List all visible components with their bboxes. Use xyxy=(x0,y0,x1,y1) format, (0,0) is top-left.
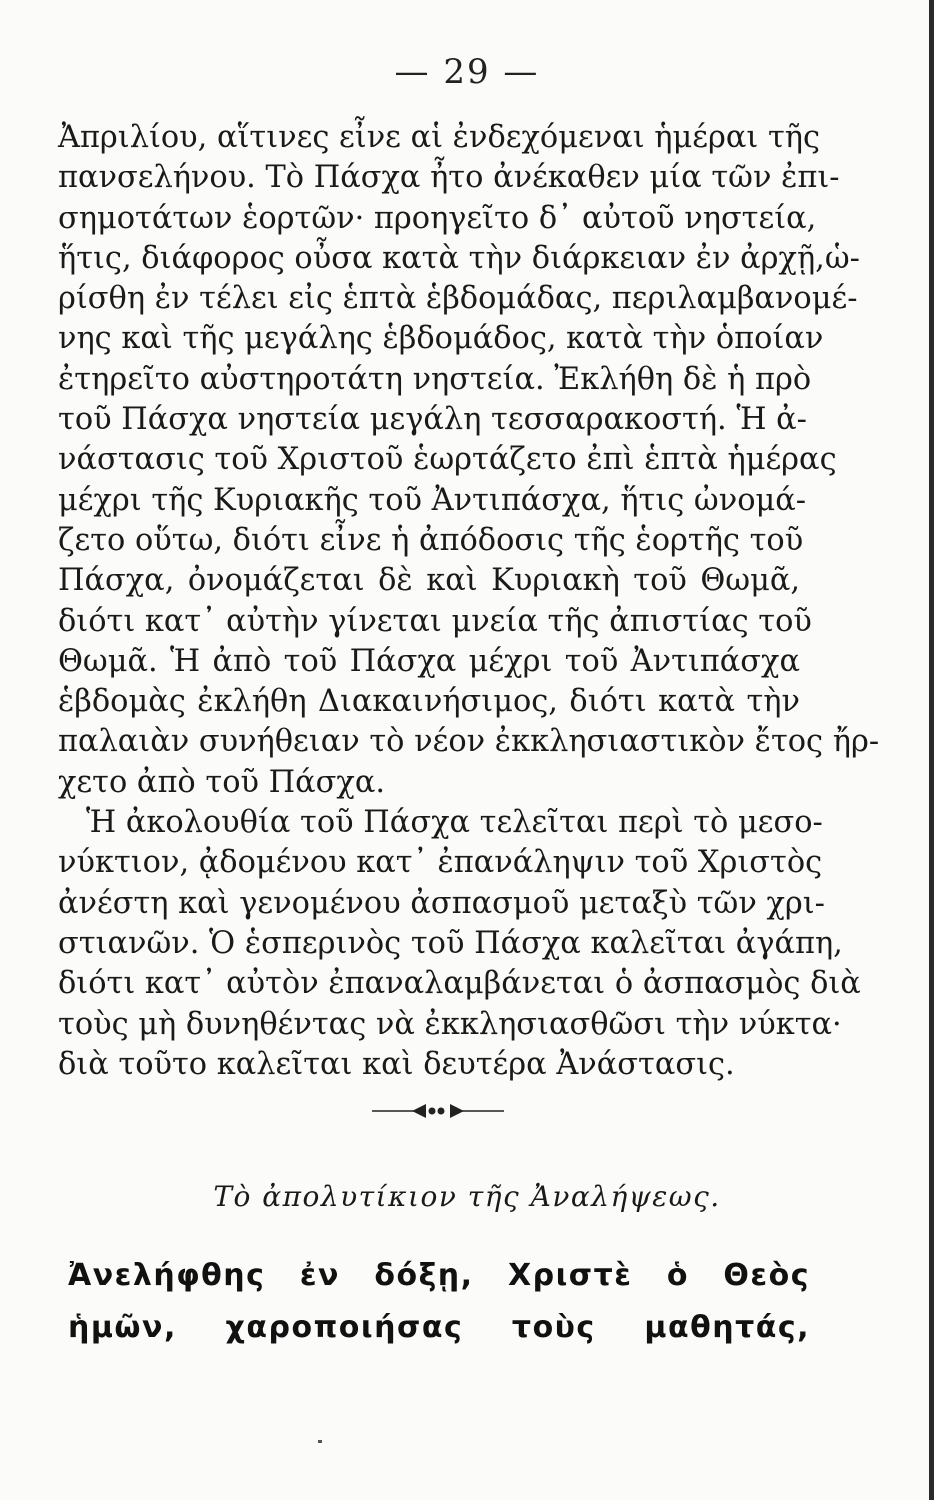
hymn-text xyxy=(68,1250,810,1354)
text-line: ρίσθη ἐν τέλει εἰς ἑπτὰ ἑβδομάδας, περιλαμβανομέ- xyxy=(58,281,858,317)
text-line: στιανῶν. Ὁ ἑσπερινὸς τοῦ Πάσχα καλεῖται ἀγάπη, xyxy=(58,925,843,961)
text-line: μέχρι τῆς Κυριακῆς τοῦ Ἀντιπάσχα, ἥτις ὠνομά- xyxy=(58,482,807,518)
page-number: — 29 — xyxy=(394,52,540,92)
text-line: ἑβδομὰς ἐκλήθη Διακαινήσιμος, διότι κατὰ τὴν xyxy=(58,684,800,720)
text-line: νύκτιον, ᾀδομένου κατ᾿ ἐπανάληψιν τοῦ Χριστὸς xyxy=(58,845,823,881)
text-line: παλαιὰν συνήθειαν τὸ νέον ἐκκλησιαστικὸν ἔτος ἤρ- xyxy=(58,724,880,760)
text-line: Ἀπριλίου, αἵτινες εἶνε αἱ ἐνδεχόμεναι ἡμέραι τῆς xyxy=(58,120,820,155)
text-line: νάστασις τοῦ Χριστοῦ ἑωρτάζετο ἐπὶ ἑπτὰ ἡμέρας xyxy=(58,442,837,478)
hymn-line: ἡμῶν, χαροποιήσας τοὺς μαθητάς, xyxy=(68,1310,810,1345)
text-line: Ἡ ἀκολουθία τοῦ Πάσχα τελεῖται περὶ τὸ μεσο- xyxy=(86,805,823,841)
text-line: νης καὶ τῆς μεγάλης ἑβδομάδος, κατὰ τὴν ὁποίαν xyxy=(58,321,824,357)
text-line: ζετο οὕτω, διότι εἶνε ἡ ἀπόδοσις τῆς ἑορτῆς τοῦ xyxy=(58,522,804,558)
page-edge-shadow xyxy=(929,0,934,1500)
text-line: σημοτάτων ἑορτῶν· προηγεῖτο δ᾿ αὐτοῦ νηστεία, xyxy=(58,200,817,236)
text-line: διότι κατ᾿ αὐτὴν γίνεται μνεία τῆς ἀπιστίας τοῦ xyxy=(58,603,812,639)
text-line: τοὺς μὴ δυνηθέντας νὰ ἐκκλησιασθῶσι τὴν νύκτα· xyxy=(58,1006,842,1042)
text-line: τοῦ Πάσχα νηστεία μεγάλη τεσσαρακοστή. Ἡ ἀ- xyxy=(58,402,807,438)
ornament-divider-icon xyxy=(368,1098,508,1124)
hymn-title: Τὸ ἀπολυτίκιον τῆς Ἀναλήψεως. xyxy=(213,1180,721,1213)
ink-speck xyxy=(318,1440,322,1443)
text-line: πανσελήνου. Τὸ Πάσχα ἦτο ἀνέκαθεν μία τῶν ἐπι- xyxy=(58,160,840,196)
hymn-line: Ἀνελήφθης ἐν δόξῃ, Χριστὲ ὁ Θεὸς xyxy=(68,1258,810,1293)
text-line: ἀνέστη καὶ γενομένου ἀσπασμοῦ μεταξὺ τῶν χρι- xyxy=(58,885,825,921)
text-line: ἐτηρεῖτο αὐστηροτάτη νηστεία. Ἐκλήθη δὲ ἡ πρὸ xyxy=(58,361,812,397)
text-line: διὰ τοῦτο καλεῖται καὶ δευτέρα Ἀνάστασις. xyxy=(58,1046,735,1082)
text-line: χετο ἀπὸ τοῦ Πάσχα. xyxy=(58,764,385,800)
text-line: Πάσχα, ὀνομάζεται δὲ καὶ Κυριακὴ τοῦ Θωμᾶ, xyxy=(58,563,800,599)
text-line: ἥτις, διάφορος οὖσα κατὰ τὴν διάρκειαν ἐν ἀρχῇ,ὡ- xyxy=(58,240,860,276)
text-line: διότι κατ᾿ αὐτὸν ἐπαναλαμβάνεται ὁ ἀσπασμὸς διὰ xyxy=(58,966,861,1002)
text-line: Θωμᾶ. Ἡ ἀπὸ τοῦ Πάσχα μέχρι τοῦ Ἀντιπάσχα xyxy=(58,643,800,679)
body-text xyxy=(58,118,880,1085)
